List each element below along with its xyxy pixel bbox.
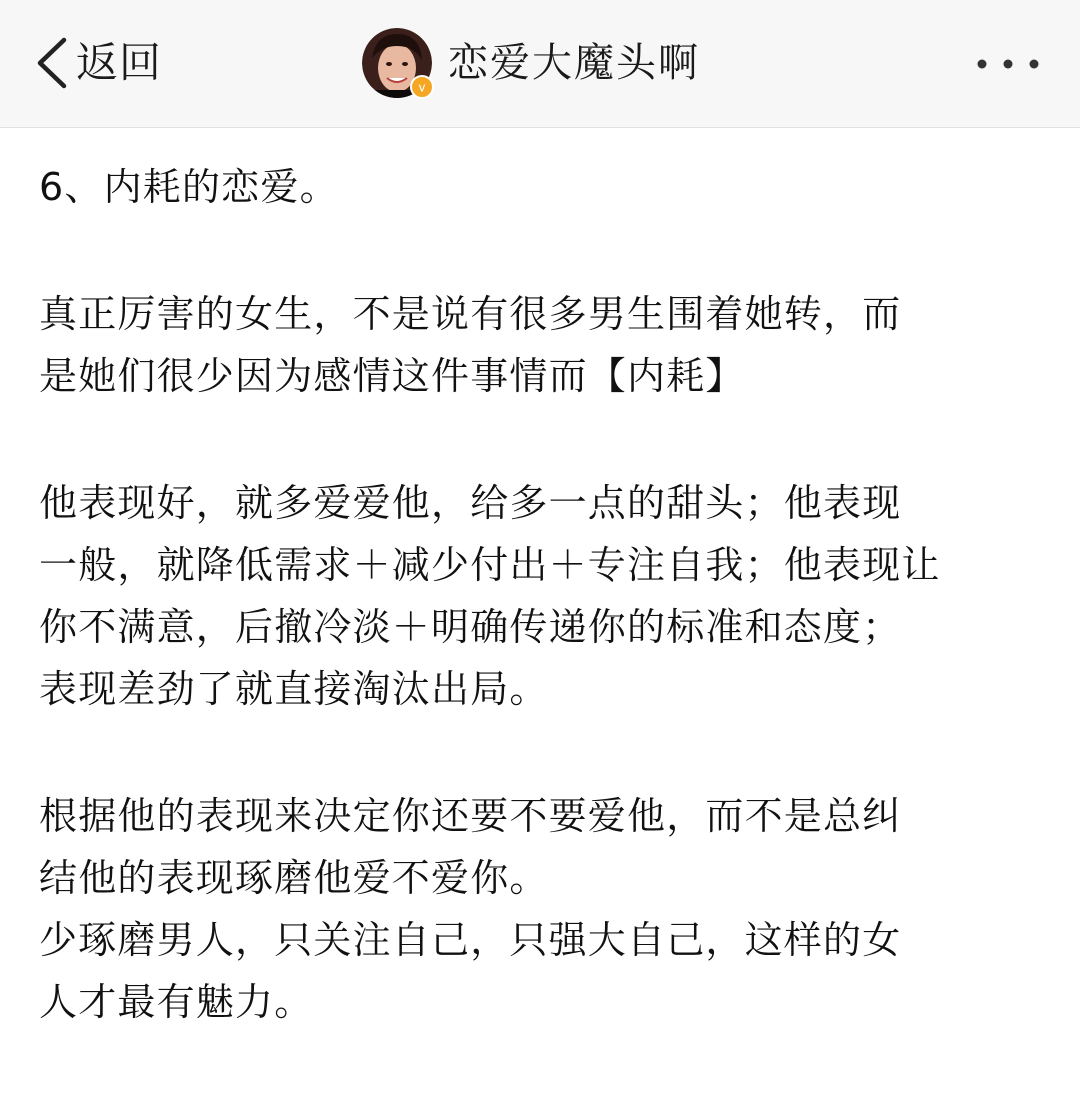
paragraph-3 [39, 785, 1049, 1033]
post-heading [39, 156, 1049, 218]
more-button[interactable] [968, 44, 1048, 84]
paragraph-line: 一般，就降低需求＋减少付出＋专注自我；他表现让 [39, 543, 941, 587]
paragraph-1 [39, 283, 1049, 407]
back-button[interactable] [28, 30, 162, 96]
more-horizontal-icon [968, 44, 1048, 84]
paragraph-gap [39, 218, 1049, 283]
navigation-bar [0, 0, 1080, 128]
paragraph-gap [39, 407, 1049, 472]
paragraph-line: 表现差劲了就直接淘汰出局。 [39, 667, 549, 711]
post-content [39, 156, 1049, 1033]
account-name[interactable]: 恋爱大魔头啊 [448, 40, 700, 86]
paragraph-line: 真正厉害的女生，不是说有很多男生围着她转，而 [39, 292, 902, 336]
account-profile[interactable] [362, 26, 700, 100]
paragraph-line: 他表现好，就多爱爱他，给多一点的甜头；他表现 [39, 481, 902, 525]
paragraph-line: 少琢磨男人，只关注自己，只强大自己，这样的女 [39, 918, 902, 962]
paragraph-line: 你不满意，后撤冷淡＋明确传递你的标准和态度； [39, 605, 902, 649]
post-heading-text: 6、内耗的恋爱。 [39, 165, 339, 209]
paragraph-2 [39, 472, 1049, 720]
paragraph-gap [39, 720, 1049, 785]
paragraph-line: 是她们很少因为感情这件事情而【内耗】 [39, 354, 745, 398]
paragraph-line: 结他的表现琢磨他爱不爱你。 [39, 856, 549, 900]
avatar-container[interactable] [362, 28, 432, 98]
chevron-left-icon [28, 30, 72, 96]
back-label: 返回 [76, 38, 163, 87]
paragraph-line: 人才最有魅力。 [39, 980, 314, 1024]
paragraph-line: 根据他的表现来决定你还要不要爱他，而不是总纠 [39, 794, 902, 838]
verified-badge-letter: v [418, 79, 426, 95]
verified-badge-icon [410, 75, 434, 99]
